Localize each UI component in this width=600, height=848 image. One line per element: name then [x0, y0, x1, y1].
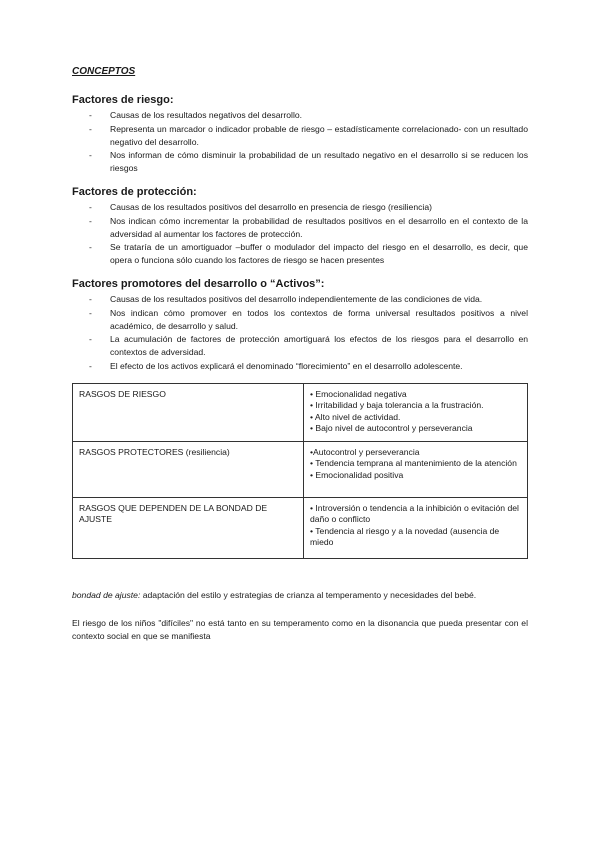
table-cell-traits	[304, 441, 528, 497]
section-heading-protective-factors: Factores de protección:	[72, 185, 197, 198]
list-item: - Causas de los resultados negativos del desarrollo.	[89, 110, 303, 120]
bullet-marker: -	[89, 242, 92, 253]
promoting-factors-list	[72, 293, 528, 373]
list-item: - Nos indican cómo promover en todos los contextos de forma universal resultados positivos a nivel académico, de desarrollo y salud.	[89, 307, 528, 331]
table-cell-label: RASGOS PROTECTORES (resiliencia)	[73, 441, 304, 497]
list-item: - Nos informan de cómo disminuir la probabilidad de un resultado negativo en el desarrollo si se reducen los riesgos	[89, 150, 528, 174]
table-row	[73, 441, 528, 497]
trait-item: • Tendencia temprana al mantenimiento de la atención	[310, 458, 517, 469]
trait-item: • Introversión o tendencia a la inhibición o evitación del daño o conflicto	[310, 502, 519, 525]
risk-factors-list	[72, 109, 528, 175]
list-item: - Nos indican cómo incrementar la probabilidad de resultados positivos en el desarrollo en el contexto de la adversidad al aumentar los factores de protección.	[89, 215, 528, 239]
bullet-marker: -	[89, 360, 92, 371]
definition-term: bondad de ajuste:	[72, 589, 141, 600]
closing-paragraph: El riesgo de los niños "difíciles" no está tanto en su temperamento como en la disonancia que pueda presentar con el contexto social en que se manifiesta	[72, 617, 528, 641]
document-title: CONCEPTOS	[72, 66, 136, 77]
table-row	[73, 383, 528, 441]
list-item: - Se trataría de un amortiguador –buffer o modulador del impacto del riesgo en el desarrollo, es decir, que opera o funciona sólo cuando los factores de riesgo se hacen presentes	[89, 242, 528, 266]
list-item: - La acumulación de factores de protección amortiguará los efectos de los riesgos para el desarrollo en contextos de adversidad.	[89, 334, 528, 358]
bullet-marker: -	[89, 110, 92, 120]
trait-item: • Bajo nivel de autocontrol y perseverancia	[310, 423, 473, 434]
bullet-marker: -	[89, 201, 92, 212]
bullet-marker: -	[89, 307, 92, 318]
bullet-marker: -	[89, 215, 92, 226]
trait-item: •Autocontrol y perseverancia	[310, 446, 420, 457]
traits-table	[72, 383, 528, 559]
definition-text: adaptación del estilo y estrategias de crianza al temperamento y necesidades del bebé.	[140, 589, 477, 600]
definition-note	[72, 589, 528, 602]
table-cell-label: RASGOS DE RIESGO	[73, 383, 304, 441]
trait-item: • Tendencia al riesgo y a la novedad (ausencia de miedo	[310, 525, 500, 548]
trait-item: • Emocionalidad negativa	[310, 388, 407, 399]
trait-item: • Irritabilidad y baja tolerancia a la frustración.	[310, 400, 484, 411]
list-item: - Causas de los resultados positivos del desarrollo en presencia de riesgo (resiliencia)	[89, 201, 432, 212]
bullet-marker: -	[89, 150, 92, 161]
list-item: - Causas de los resultados positivos del desarrollo independientemente de las condiciones de vida.	[89, 293, 483, 304]
bullet-marker: -	[89, 123, 92, 134]
list-item: - El efecto de los activos explicará el denominado “florecimiento” en el desarrollo adolescente.	[89, 360, 463, 371]
table-row	[73, 497, 528, 558]
table-cell-label: RASGOS QUE DEPENDEN DE LA BONDAD DE AJUSTE	[73, 497, 304, 558]
trait-item: • Emocionalidad positiva	[310, 469, 404, 480]
bullet-marker: -	[89, 334, 92, 345]
list-item: - Representa un marcador o indicador probable de riesgo – estadísticamente correlacionado- con un resultado negativo del desarrollo.	[89, 123, 528, 147]
protective-factors-list	[72, 201, 528, 267]
trait-item: • Alto nivel de actividad.	[310, 411, 401, 422]
section-heading-risk-factors: Factores de riesgo:	[72, 94, 174, 106]
table-cell-traits	[304, 383, 528, 441]
section-heading-promoting-factors: Factores promotores del desarrollo o “Activos”:	[72, 277, 325, 290]
table-cell-traits	[304, 497, 528, 558]
bullet-marker: -	[89, 293, 92, 304]
document-page	[72, 66, 528, 651]
